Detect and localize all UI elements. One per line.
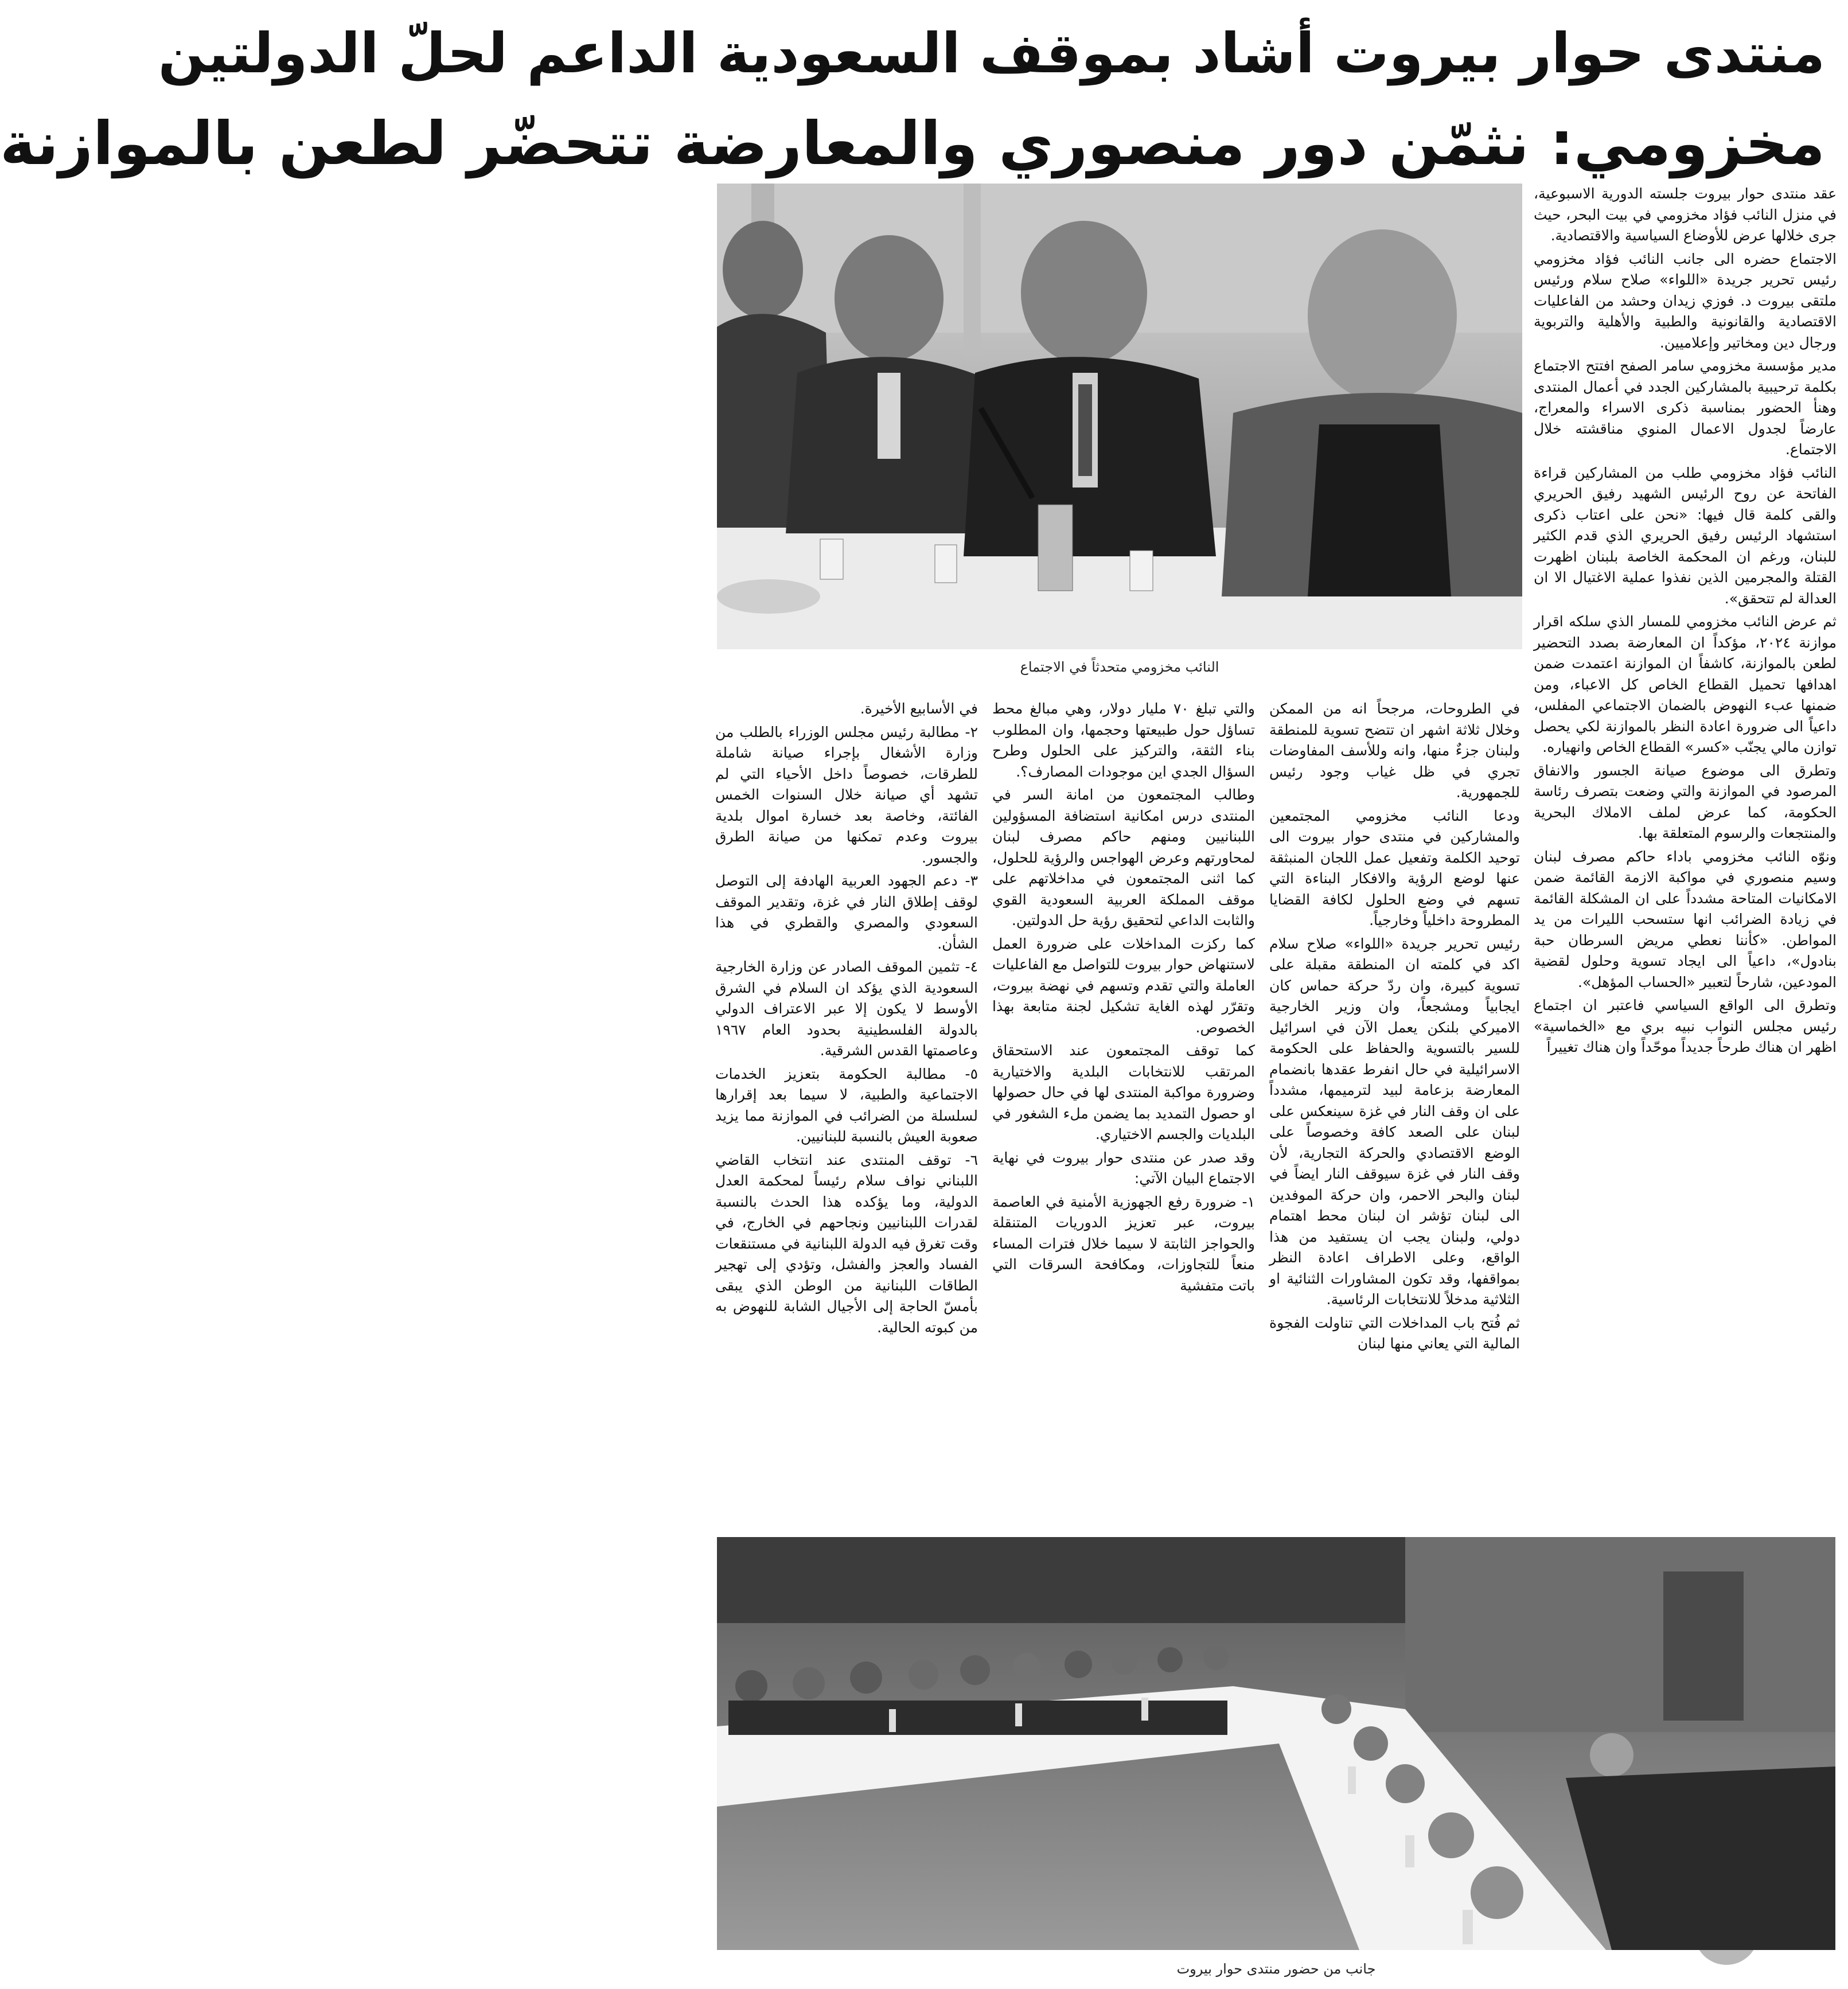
paragraph: وطالب المجتمعون من امانة السر في المنتدى درس امكانية استضافة المسؤولين اللبنانيين ومنهم حاكم مصرف لبنان لمحاورتهم وعرض الهواجس والرؤية للحلول، كما اثنى المجتمعون في مداخلاتهم على موقف المملكة العربية السعودية القوي والثابت الداعي لتحقيق رؤية حل الدولتين.: [992, 786, 1255, 929]
paragraph: ودعا النائب مخزومي المجتمعين والمشاركين في منتدى حوار بيروت الى توحيد الكلمة وتفعيل عمل اللجان المنبثقة عنها لوضع الرؤية والافكار البناءة التي تسهم في وضع الحلول لكافة القضايا المطروحة داخلياً وخارجياً.: [1269, 807, 1520, 929]
paragraph: في الأسابيع الأخيرة.: [860, 700, 978, 717]
paragraph: في الطروحات، مرجحاً انه من الممكن وخلال ثلاثة اشهر ان تتضح تسوية للمنطقة ولبنان جزءٌ منها، وانه وللأسف المفاوضات تجري في ظل غياب وجود رئيس للجمهورية.: [1269, 700, 1520, 801]
paragraph: ٦- توقف المنتدى عند انتخاب القاضي اللبناني نواف سلام رئيساً لمحكمة العدل الدولية، وما يؤكده هذا الحدث بالنسبة لقدرات اللبنانيين ونجاحهم في الخارج، في وقت تغرق فيه الدولة اللبنانية في مستنقعات الفساد والعجز والفشل، وتؤدي إلى تهجير الطاقات اللبنانية من الوطن الذي يبقى بأمسّ الحاجة إلى الأجيال الشابة للنهوض به من كبوته الحالية.: [715, 1151, 978, 1336]
top-photo-caption: النائب مخزومي متحدثاً في الاجتماع: [1020, 659, 1219, 675]
paragraph: وقد صدر عن منتدى حوار بيروت في نهاية الاجتماع البيان الآتي:: [992, 1149, 1255, 1187]
paragraph: ٢- مطالبة رئيس مجلس الوزراء بالطلب من وزارة الأشغال بإجراء صيانة شاملة للطرقات، خصوصاً داخل الأحياء التي لم تشهد أي صيانة خلال السنوات الخمس الفائتة، وخاصة بعد خسارة اموال بلدية بيروت وعدم تمكنها من صيانة الطرق والجسور.: [715, 723, 978, 866]
article-column-c: [715, 699, 978, 1531]
paragraph: مدير مؤسسة مخزومي سامر الصفح افتتح الاجتماع بكلمة ترحيبية بالمشاركين الجدد في أعمال المنتدى وهنأ الحضور بمناسبة ذكرى الاسراء والمعراج، عارضاً لجدول الاعمال المنوي مناقشته خلال الاجتماع.: [1534, 357, 1837, 458]
paragraph: ثم فُتح باب المداخلات التي تناولت الفجوة المالية التي يعاني منها لبنان: [1269, 1314, 1520, 1352]
bottom-photo-caption: جانب من حضور منتدى حوار بيروت: [1176, 1961, 1376, 1977]
paragraph: والتي تبلغ ٧٠ مليار دولار، وهي مبالغ محط تساؤل حول طبيعتها وحجمها، وان المطلوب بناء الثقة، والتركيز على الحلول وطرح السؤال الجدي اين موجودات المصارف؟.: [992, 700, 1255, 780]
meeting-photo-bottom: [717, 1537, 1835, 1950]
paragraph: ثم عرض النائب مخزومي للمسار الذي سلكه اقرار موازنة ٢٠٢٤، مؤكداً ان المعارضة بصدد التحضير لطعن بالموازنة، كاشفاً ان الموازنة اعتمدت ضمن اهدافها تحميل القطاع الخاص كل الاعباء، ومن ضمنها عبء النهوض بالضمان الاجتماعي المفلس، داعياً الى ضرورة اعادة النظر بالموازنة لكي يحصل توازن مالي يجنّب «كسر» القطاع الخاص وانهياره.: [1534, 613, 1837, 755]
paragraph: ٥- مطالبة الحكومة بتعزيز الخدمات الاجتماعية والطبية، لا سيما بعد إقرارها لسلسلة من الضرائب في الموازنة مما يزيد صعوبة العيش بالنسبة للبنانيين.: [715, 1065, 978, 1145]
article-column-a: [1269, 699, 1520, 1531]
paragraph: النائب فؤاد مخزومي طلب من المشاركين قراءة الفاتحة عن روح الرئيس الشهيد رفيق الحريري والقى كلمة قال فيها: «نحن على اعتاب ذكرى استشهاد الرئيس رفيق الحريري الذي قدم الكثير للبنان، ورغم ان المحكمة الخاصة بلبنان اظهرت القتلة والمجرمين الذين نفذوا عملية الاغتيال الا ان العدالة لم تتحقق».: [1534, 464, 1837, 607]
article-column-b: [992, 699, 1255, 1531]
paragraph: الاجتماع حضره الى جانب النائب فؤاد مخزومي رئيس تحرير جريدة «اللواء» صلاح سلام ورئيس ملتقى بيروت د. فوزي زيدان وحشد من الفاعليات الاقتصادية والقانونية والطبية والأهلية والتربوية ورجال دين ومخاتير وإعلاميين.: [1534, 250, 1837, 351]
paragraph: كما توقف المجتمعون عند الاستحقاق المرتقب للانتخابات البلدية والاختيارية وضرورة مواكبة المنتدى لها في حال حصولها او حصول التمديد بما يضمن ملء الشغور في البلديات والجسم الاختياري.: [992, 1042, 1255, 1142]
paragraph: ونوّه النائب مخزومي باداء حاكم مصرف لبنان وسيم منصوري في مواكبة الازمة القائمة ضمن الامكانيات المتاحة مشدداً على ان المشكلة القائمة في زيادة الضرائب انها ستسحب الليرات من يد المواطن. «كأننا نعطي مريض السرطان حبة بنادول»، داعياً الى ايجاد تسوية وحلول لقضية المودعين، شارحاً لتعبير «الحساب المؤهل».: [1534, 848, 1837, 990]
paragraph: عقد منتدى حوار بيروت جلسته الدورية الاسبوعية، في منزل النائب فؤاد مخزومي في بيت البحر، حيث جرى خلالها عرض للأوضاع السياسية والاقتصادية.: [1534, 185, 1837, 244]
headline-line-2: مخزومي: نثمّن دور منصوري والمعارضة تتحضّر لطعن بالموازنة: [0, 108, 1825, 178]
paragraph: ٤- تثمين الموقف الصادر عن وزارة الخارجية السعودية الذي يؤكد ان السلام في الشرق الأوسط لا يكون إلا عبر الاعتراف الدولي بالدولة الفلسطينية بحدود العام ١٩٦٧ وعاصمتها القدس الشرقية.: [715, 958, 978, 1059]
paragraph: وتطرق الى الواقع السياسي فاعتبر ان اجتماع رئيس مجلس النواب نبيه بري مع «الخماسية» اظهر ان هناك طرحاً جديداً موحّداً وان هناك تغييراً: [1534, 997, 1837, 1055]
paragraph: ١- ضرورة رفع الجهوزية الأمنية في العاصمة بيروت، عبر تعزيز الدوريات المتنقلة والحواجز الثابتة لا سيما خلال فترات المساء منعاً للتجاوزات، ومكافحة السرقات التي باتت متفشية: [992, 1193, 1255, 1294]
paragraph: ٣- دعم الجهود العربية الهادفة إلى التوصل لوقف إطلاق النار في غزة، وتقدير الموقف السعودي والمصري والقطري في هذا الشأن.: [715, 872, 978, 952]
paragraph: رئيس تحرير جريدة «اللواء» صلاح سلام اكد في كلمته ان المنطقة مقبلة على تسوية كبيرة، وان ردّ حركة حماس كان ايجابياً ومشجعاً، وان وزير الخارجية الاميركي بلنكن يعمل الآن في اسرائيل للسير بالتسوية والحفاظ على الحكومة الاسرائيلية في حال انفرط عقدها بانضمام المعارضة بزعامة لبيد لترميمها، مشدداً على ان وقف النار في غزة سينعكس على لبنان على الصعد كافة وخصوصاً على الوضع الاقتصادي والحركة التجارية، لأن وقف النار في غزة سيوقف النار ايضاً في لبنان والبحر الاحمر، وان حركة الموفدين الى لبنان تؤشر ان لبنان محط اهتمام دولي، ولبنان يجب ان يستفيد من هذا الواقع، وعلى الاطراف اعادة النظر بمواقفها، وقد تكون المشاورات الثنائية او الثلاثية مدخلاً للانتخابات الرئاسية.: [1269, 935, 1520, 1308]
meeting-photo-top: [717, 184, 1522, 649]
article-column-right: [1534, 184, 1837, 1531]
paragraph: كما ركزت المداخلات على ضرورة العمل لاستنهاض حوار بيروت للتواصل مع الفاعليات العاملة والتي تقدم وتسهم في نهضة بيروت، وتقرّر لهذه الغاية تشكيل لجنة متابعة بهذا الخصوص.: [992, 935, 1255, 1036]
headline-line-1: منتدى حوار بيروت أشاد بموقف السعودية الداعم لحلّ الدولتين: [158, 21, 1825, 85]
paragraph: وتطرق الى موضوع صيانة الجسور والانفاق المرصود في الموازنة والتي وضعت بتصرف رئاسة الحكومة، كما عرض لملف الاملاك البحرية والمنتجعات والرسوم المتعلقة بها.: [1534, 762, 1837, 841]
